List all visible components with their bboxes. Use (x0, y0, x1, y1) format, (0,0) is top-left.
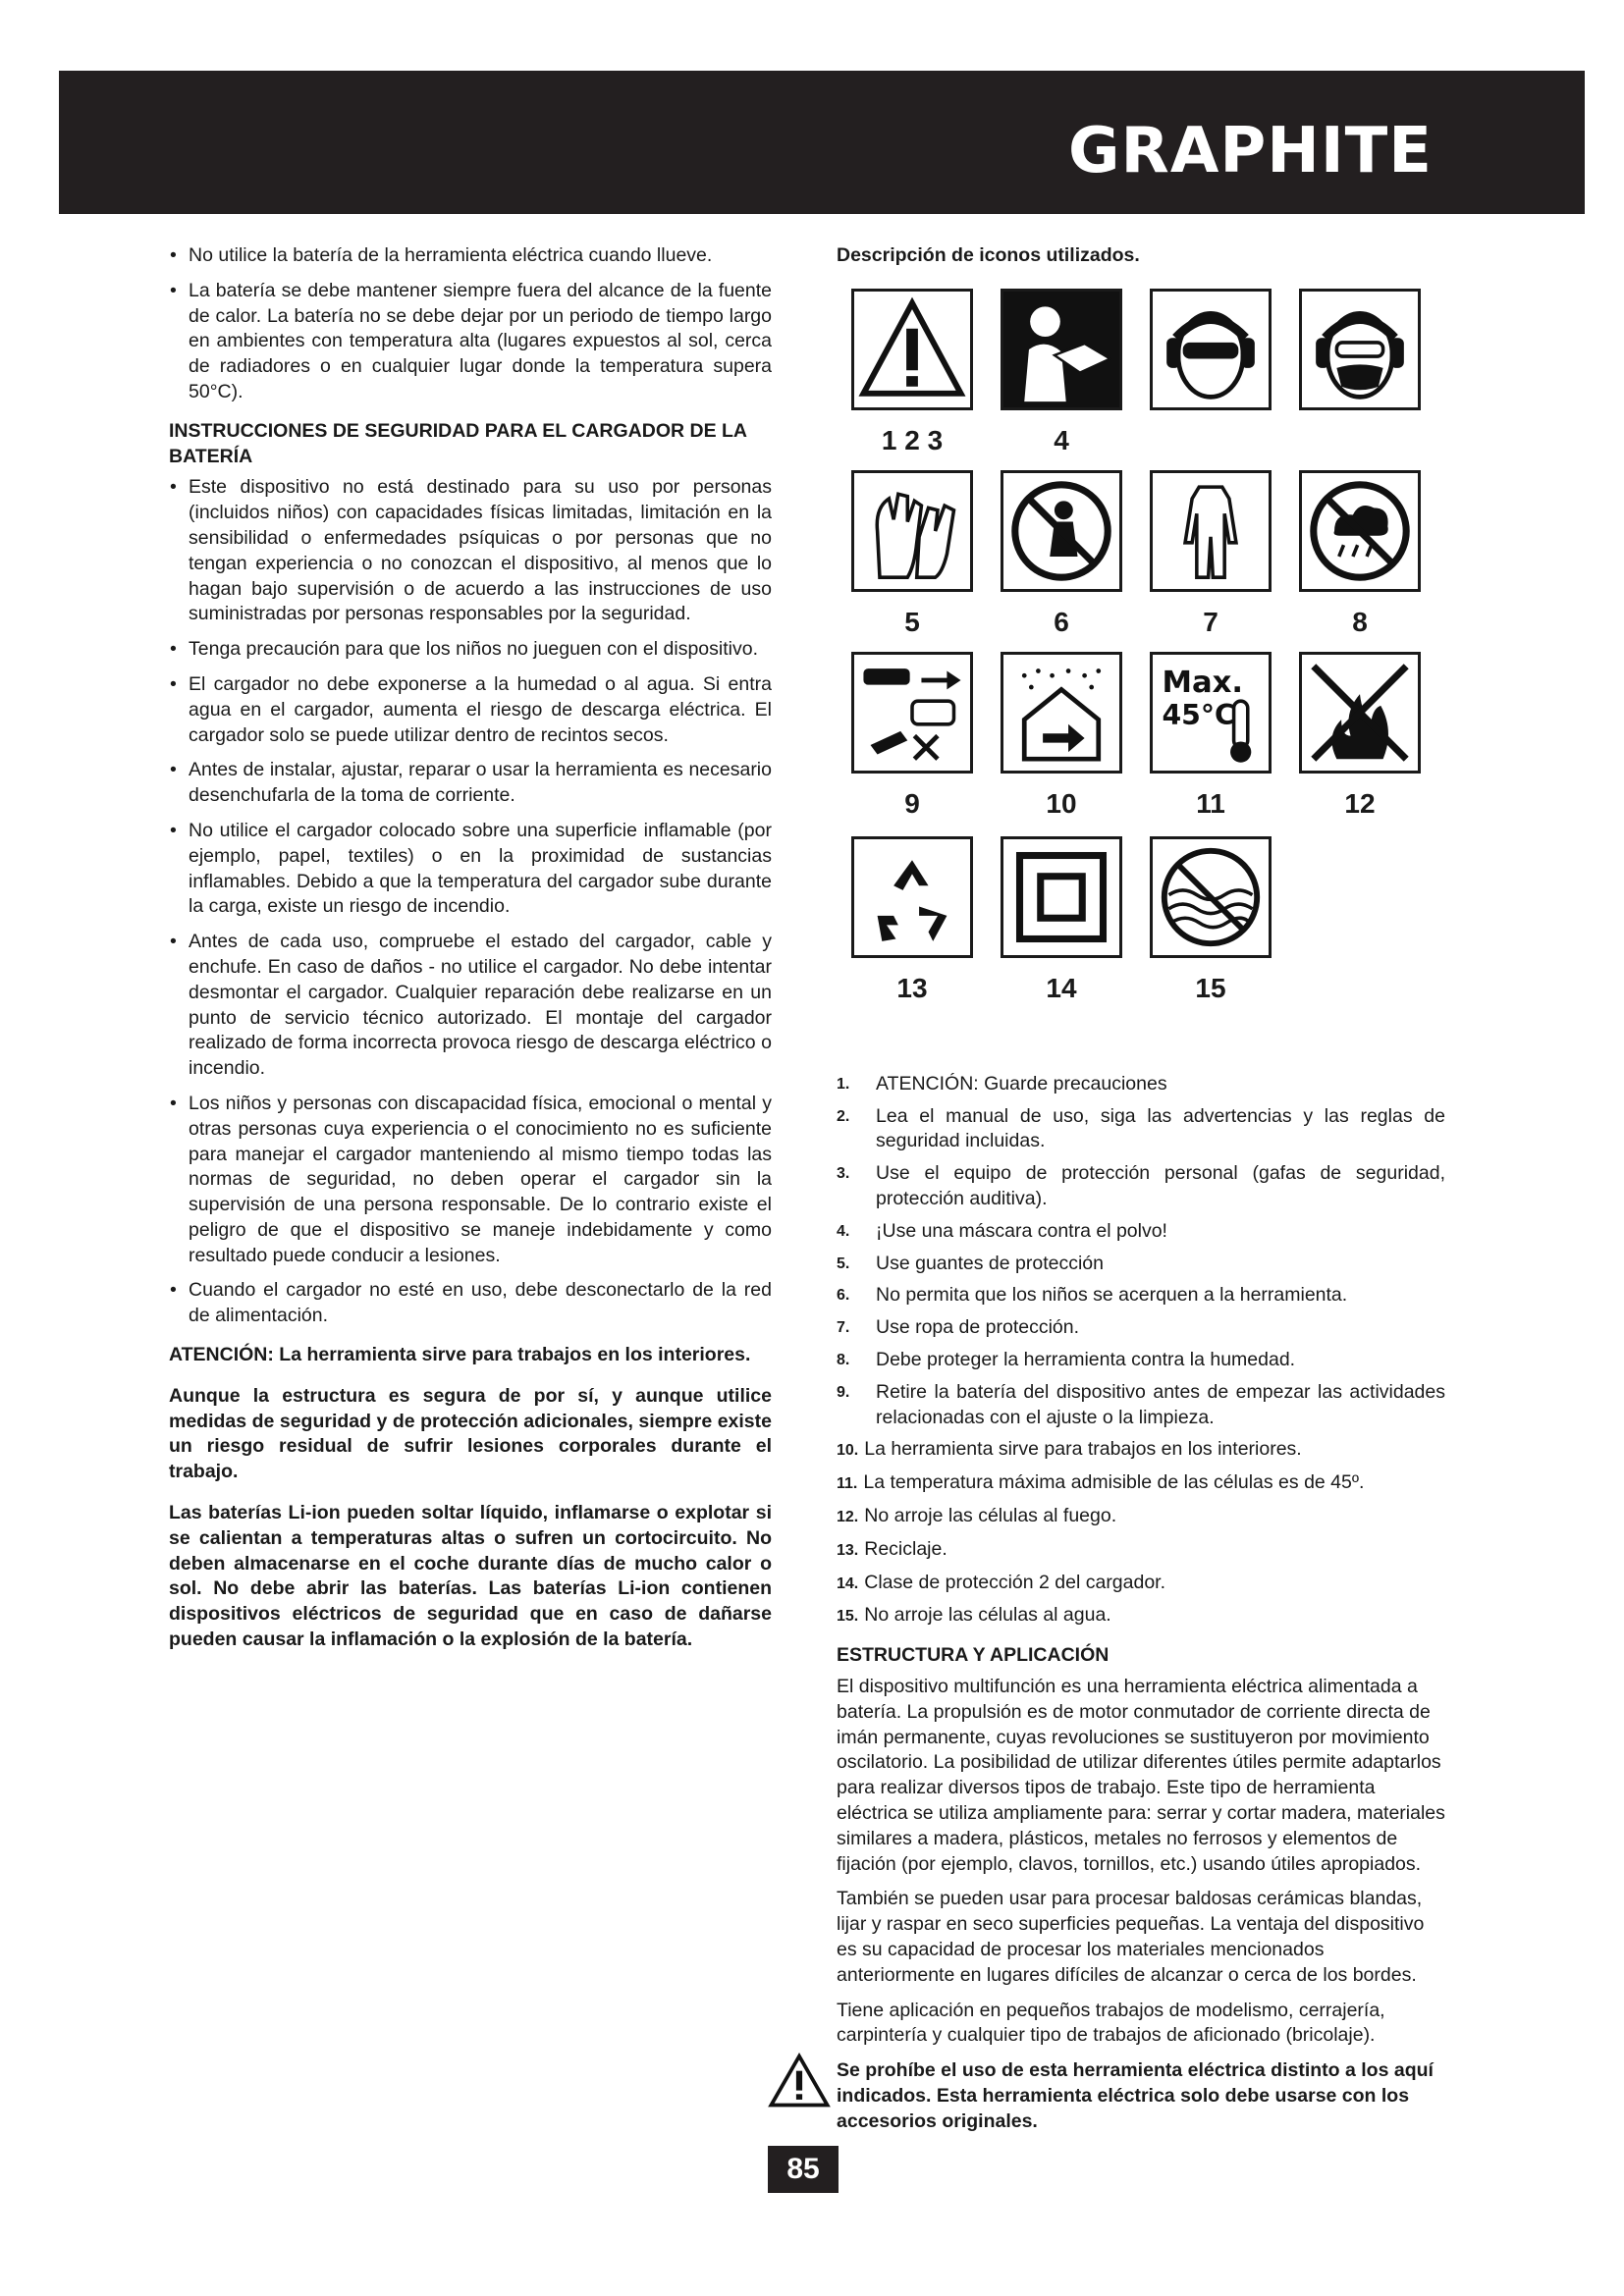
structure-paragraph: El dispositivo multifunción es una herramienta eléctrica alimentada a batería. La propulsión es de motor conmutador de corriente directa de imán permanente, cuyas revoluciones se sustituyeron por movimiento oscilatorio. La posibilidad de utilizar diferentes útiles permite adaptarlos para realizar diversos tipos de trabajo. Este tipo de herramienta eléctrica se utiliza ampliamente para: serrar y cortar madera, materiales similares a madera, plásticos, metales no ferrosos y elementos de fijación (por ejemplo, clavos, tornillos, etc.) usando útiles apropiados. (837, 1675, 1445, 1875)
legend-item: 9. Retire la batería del dispositivo antes de empezar las actividades relacionadas con el ajuste o la limpieza. (837, 1380, 1445, 1428)
charger-bullet: • Este dispositivo no está destinado para su uso por personas (incluidos niños) con capacidades físicas limitadas, limitación en la sensibilidad o enfermedades psíquicas o por personas que no tengan experiencia o no conozcan el dispositivo, al menos que lo hagan bajo supervisión o de acuerdo a las instrucciones de uso suministradas por personas responsables por la seguridad. (169, 475, 772, 627)
warning-triangle-icon (768, 2053, 831, 2108)
structure-paragraph: Tiene aplicación en pequeños trabajos de modelismo, cerrajería, carpintería y cualquier tipo de trabajos de aficionado (bricolaje). (837, 1999, 1385, 2047)
temp-label: 45°C (1162, 698, 1235, 731)
legend-item: 14. Clase de protección 2 del cargador. (837, 1571, 1166, 1593)
page-header (59, 71, 1585, 214)
icon-label-8: 8 (1352, 606, 1368, 637)
legend-item: 3. Use el equipo de protección personal (gafas de seguridad, protección auditiva). (837, 1162, 1445, 1209)
icon-label-11: 11 (1196, 787, 1225, 819)
icon-label-5: 5 (904, 606, 920, 637)
charger-section-title: INSTRUCCIONES DE SEGURIDAD PARA EL CARGADOR DE LA BATERÍA (169, 419, 747, 467)
bullet-rain: • No utilice la batería de la herramienta eléctrica cuando llueve. (169, 243, 772, 269)
read-manual-icon (1001, 289, 1122, 410)
icon-label-9: 9 (904, 787, 920, 819)
charger-bullet: • El cargador no debe exponerse a la humedad o al agua. Si entra agua en el cargador, aumenta el riesgo de descarga eléctrica. El cargador solo se puede utilizar dentro de recintos secos. (169, 672, 772, 748)
no-rain-icon (1299, 470, 1421, 592)
legend-item: 1. ATENCIÓN: Guarde precauciones (837, 1072, 1167, 1095)
prohibited-use-text: Se prohíbe el uso de esta herramienta eléctrica distinto a los aquí indicados. Esta herramienta eléctrica solo debe usarse con los accesorios originales. (837, 2059, 1434, 2132)
icons-title: Descripción de iconos utilizados. (837, 244, 1140, 266)
icon-label-6: 6 (1054, 606, 1069, 637)
charger-bullet: • Antes de cada uso, compruebe el estado del cargador, cable y enchufe. En caso de daños - no utilice el cargador. No debe intentar desmontar el cargador. Cualquier reparación debe realizarse en un punto de servicio técnico autorizado. El montaje del cargador realizado de forma incorrecta provoca riesgo de descarga eléctrico o incendio. (169, 930, 772, 1082)
structure-section-title: ESTRUCTURA Y APLICACIÓN (837, 1644, 1110, 1667)
legend-item: 6. No permita que los niños se acerquen a la herramienta. (837, 1284, 1348, 1307)
icon-label-12: 12 (1344, 787, 1376, 819)
no-water-icon (1150, 836, 1272, 958)
icon-label-4: 4 (1054, 424, 1069, 455)
brand-logo: GRAPHITE (1068, 115, 1433, 187)
icon-label-14: 14 (1046, 972, 1077, 1003)
right-column (837, 243, 1445, 2134)
residual-risk-paragraph: Aunque la estructura es segura de por sí, y aunque utilice medidas de seguridad y de protección adicionales, siempre existe un riesgo residual de sufrir lesiones corporales durante el trabajo. (169, 1384, 772, 1483)
charger-bullet: • Los niños y personas con discapacidad física, emocional o mental y otras personas cuya experiencia o el conocimiento no es suficiente para manejar el cargador manteniendo al mismo tiempo todas las normas de seguridad, no deben operar el cargador sin la supervisión de una persona responsable. De lo contrario existe el peligro de que el dispositivo se maneje indebidamente y como resultado puede conducir a lesiones. (169, 1092, 772, 1269)
page-number: 85 (768, 2146, 839, 2193)
warning-triangle-icon (851, 289, 973, 410)
icon-label-13: 13 (896, 972, 928, 1003)
li-ion-warning-paragraph: Las baterías Li-ion pueden soltar líquido, inflamarse o explotar si se calientan a temperaturas altas o sufren un cortocircuito. No deben almacenarse en el coche durante días de mucho calor o sol. No debe abrir las baterías. Las baterías Li-ion contienen dispositivos eléctricos de seguridad que en caso de dañarse pueden causar la inflamación o la explosión de la batería. (169, 1502, 772, 1651)
charger-bullet: • No utilice el cargador colocado sobre una superficie inflamable (por ejemplo, papel, textiles) o en la proximidad de sustancias inflamables. Debido a que la temperatura del cargador sube durante la carga, existe un riesgo de incendio. (169, 819, 772, 920)
no-children-icon (1001, 470, 1122, 592)
bullet-heat: • La batería se debe mantener siempre fuera del alcance de la fuente de calor. La batería no se debe dejar por un periodo de tiempo largo en ambientes con temperatura alta (lugares expuestos al sol, cerca de radiadores o en cualquier lugar donde la temperatura supera 50°C). (169, 279, 772, 405)
no-fire-icon (1299, 652, 1421, 774)
icon-grid (837, 289, 1445, 1064)
legend-item: 7. Use ropa de protección. (837, 1316, 1080, 1339)
legend-item: 4. ¡Use una máscara contra el polvo! (837, 1219, 1167, 1242)
legend-item: 5. Use guantes de protección (837, 1252, 1104, 1274)
recycle-icon (851, 836, 973, 958)
charger-bullet: • Cuando el cargador no esté en uso, debe desconectarlo de la red de alimentación. (169, 1278, 772, 1329)
charger-bullet: • Antes de instalar, ajustar, reparar o usar la herramienta es necesario desenchufarla de la toma de corriente. (169, 758, 772, 809)
protective-clothing-icon (1150, 470, 1272, 592)
legend-item: 15. No arroje las células al agua. (837, 1604, 1111, 1627)
icon-label-10: 10 (1046, 787, 1077, 819)
legend-item: 12. No arroje las células al fuego. (837, 1504, 1117, 1526)
icon-label-15: 15 (1195, 972, 1226, 1003)
prohibited-use-warning (837, 2058, 1445, 2134)
remove-battery-icon (851, 652, 973, 774)
legend-item: 8. Debe proteger la herramienta contra la humedad. (837, 1348, 1296, 1370)
left-column (169, 243, 772, 1669)
protection-class-2-icon (1001, 836, 1122, 958)
max-label: Max. (1162, 665, 1244, 700)
indoor-use-icon (1001, 652, 1122, 774)
legend-item: 11. La temperatura máxima admisible de las células es de 45º. (837, 1471, 1365, 1494)
structure-paragraph: También se pueden usar para procesar baldosas cerámicas blandas, lijar y raspar en seco superficies pequeñas. La ventaja del dispositivo es su capacidad de procesar los materiales mencionados anteriormente en lugares difíciles de alcanzar o cerca de los bordes. (837, 1888, 1425, 1986)
attention-paragraph: ATENCIÓN: La herramienta sirve para trabajos en los interiores. (169, 1344, 751, 1366)
icon-label-1-3: 1 2 3 (881, 424, 944, 455)
charger-bullet: • Tenga precaución para que los niños no jueguen con el dispositivo. (169, 637, 772, 663)
legend-item: 2. Lea el manual de uso, siga las advertencias y las reglas de seguridad incluidas. (837, 1104, 1445, 1152)
legend-item: 10. La herramienta sirve para trabajos en los interiores. (837, 1438, 1302, 1461)
dust-mask-icon (1299, 289, 1421, 410)
icon-label-7: 7 (1203, 606, 1218, 637)
icon-legend (837, 1072, 1445, 1629)
goggles-ear-protection-icon (1150, 289, 1272, 410)
gloves-icon (851, 470, 973, 592)
max-temperature-icon (1150, 652, 1272, 774)
legend-item: 13. Reciclaje. (837, 1537, 947, 1560)
